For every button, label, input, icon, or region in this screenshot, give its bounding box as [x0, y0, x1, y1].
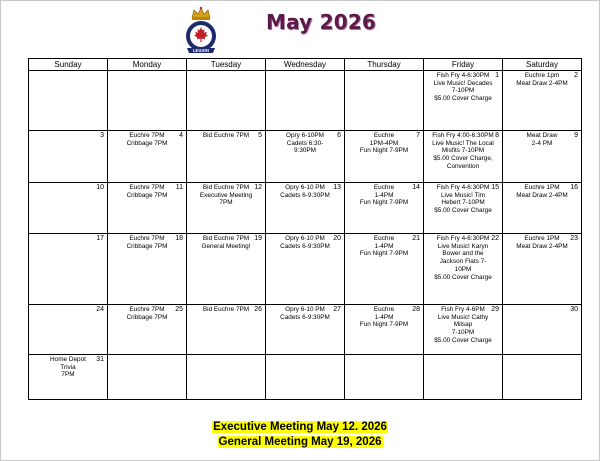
day-events [108, 355, 186, 356]
calendar-day-cell [424, 234, 503, 305]
day-events: Fish Fry 4:00-6:30PM Live Music! The Local Misfits 7-10PM $5.00 Cover Charge, Convention [432, 132, 494, 170]
calendar-day-cell [108, 131, 187, 183]
day-number: 18 [175, 235, 183, 242]
day-number: 25 [175, 306, 183, 313]
day-events: Euchre 1PM Meat Draw 2-4PM [516, 184, 568, 199]
calendar-day-cell [424, 355, 503, 400]
executive-meeting-note [0, 420, 600, 434]
day-events: Euchre 1PM-4PM Fun Night 7-9PM [359, 132, 409, 155]
day-number: 20 [333, 235, 341, 242]
calendar-week-row [29, 71, 582, 131]
day-events [29, 131, 107, 132]
calendar-day-cell [187, 305, 266, 355]
day-number: 11 [175, 184, 183, 191]
day-events: Euchre 1pm Meat Draw 2-4PM [516, 72, 568, 87]
calendar-day-cell [345, 71, 424, 131]
day-events: Bid Euchre 7PM Executive Meeting 7PM [199, 184, 253, 207]
calendar-week-row [29, 305, 582, 355]
calendar-day-cell [187, 183, 266, 234]
calendar-week-row [29, 234, 582, 305]
executive-meeting-text: Executive Meeting May 12. 2026 [213, 421, 387, 433]
general-meeting-text: General Meeting May 19, 2026 [218, 436, 382, 448]
day-number: 21 [412, 235, 420, 242]
day-number: 22 [491, 235, 499, 242]
day-number: 12 [254, 184, 262, 191]
calendar-day-cell [424, 131, 503, 183]
weekday-header: Wednesday [266, 59, 345, 71]
day-number: 23 [570, 235, 578, 242]
day-events: Bid Euchre 7PM General Meeting! [201, 235, 251, 250]
calendar-day-cell [503, 131, 582, 183]
day-events [187, 71, 265, 72]
general-meeting-note [0, 435, 600, 449]
day-number: 30 [570, 306, 578, 313]
day-events: Bid Euchre 7PM [202, 132, 250, 139]
day-events [266, 71, 344, 72]
calendar-day-cell [187, 355, 266, 400]
weekday-header: Monday [108, 59, 187, 71]
calendar-day-cell [29, 234, 108, 305]
day-number: 16 [570, 184, 578, 191]
calendar-day-cell [345, 234, 424, 305]
day-number: 29 [491, 306, 499, 313]
calendar-day-cell [266, 131, 345, 183]
day-events [345, 71, 423, 72]
calendar-day-cell [108, 183, 187, 234]
calendar-day-cell [29, 305, 108, 355]
weekday-header: Saturday [503, 59, 582, 71]
day-number: 27 [333, 306, 341, 313]
calendar-day-cell [266, 234, 345, 305]
day-number: 6 [337, 132, 341, 139]
calendar-day-cell [108, 305, 187, 355]
day-events: Home Depot Trivia 7PM [50, 356, 86, 379]
weekday-header: Tuesday [187, 59, 266, 71]
calendar-day-cell [424, 305, 503, 355]
calendar-day-cell [503, 305, 582, 355]
day-events [29, 71, 107, 72]
calendar-day-cell [29, 355, 108, 400]
day-events [345, 355, 423, 356]
day-events: Euchre 1-4PM Fun Night 7-9PM [359, 235, 409, 258]
day-events [503, 355, 581, 356]
legion-logo-icon [183, 4, 219, 56]
day-events: Euchre 1-4PM Fun Night 7-9PM [359, 184, 409, 207]
day-events: Opry 6-10 PM Cadets 6-9:30PM [280, 306, 330, 321]
weekday-header: Friday [424, 59, 503, 71]
calendar-day-cell [29, 183, 108, 234]
calendar-day-cell [108, 71, 187, 131]
day-events: Euchre 7PM Cribbage 7PM [126, 184, 168, 199]
calendar-day-cell [424, 71, 503, 131]
calendar-table [28, 58, 582, 400]
calendar-day-cell [187, 234, 266, 305]
calendar-day-cell [503, 234, 582, 305]
day-number: 8 [495, 132, 499, 139]
day-events [424, 355, 502, 356]
calendar-day-cell [503, 183, 582, 234]
weekday-header: Thursday [345, 59, 424, 71]
day-number: 17 [96, 235, 104, 242]
calendar-day-cell [503, 355, 582, 400]
day-events: Fish Fry 4-6:30PM Live Music! Decades 7-10PM $5.00 Cover Charge [433, 72, 493, 103]
calendar-week-row [29, 183, 582, 234]
calendar-day-cell [345, 131, 424, 183]
day-number: 19 [254, 235, 262, 242]
day-number: 2 [574, 72, 578, 79]
day-events: Euchre 7PM Cribbage 7PM [126, 132, 168, 147]
day-events: Euchre 7PM Cribbage 7PM [126, 235, 168, 250]
day-events: Fish Fry 4-6PM Live Music! Cathy Milsap 7-10PM $5.00 Cover Charge [434, 306, 492, 344]
calendar-day-cell [108, 355, 187, 400]
day-number: 1 [495, 72, 499, 79]
calendar-day-cell [108, 234, 187, 305]
day-number: 15 [491, 184, 499, 191]
day-events [266, 355, 344, 356]
weekday-header: Sunday [29, 59, 108, 71]
day-number: 4 [179, 132, 183, 139]
day-number: 14 [412, 184, 420, 191]
calendar-week-row [29, 131, 582, 183]
day-number: 28 [412, 306, 420, 313]
day-events: Opry 6-10 PM Cadets 6-9:30PM [280, 184, 330, 199]
calendar-day-cell [266, 305, 345, 355]
day-number: 13 [333, 184, 341, 191]
calendar-day-cell [266, 355, 345, 400]
calendar-day-cell [187, 71, 266, 131]
calendar-day-cell [266, 71, 345, 131]
day-number: 9 [574, 132, 578, 139]
calendar-day-cell [424, 183, 503, 234]
day-number: 5 [258, 132, 262, 139]
day-events: Bid Euchre 7PM [202, 306, 250, 313]
calendar-day-cell [187, 131, 266, 183]
calendar-week-row [29, 355, 582, 400]
calendar-day-cell [266, 183, 345, 234]
calendar-day-cell [29, 131, 108, 183]
day-events: Opry 6-10PM Cadets 6:30- 9:30PM [285, 132, 324, 155]
day-number: 7 [416, 132, 420, 139]
day-events: Euchre 7PM Cribbage 7PM [126, 306, 168, 321]
calendar-day-cell [345, 183, 424, 234]
page-title: May 2026 [266, 10, 377, 34]
logo-banner-text: LEGION [192, 48, 210, 53]
calendar-day-cell [503, 71, 582, 131]
day-events [108, 71, 186, 72]
day-number: 24 [96, 306, 104, 313]
day-events: Opry 6-10 PM Cadets 6-9:30PM [280, 235, 330, 250]
calendar-day-cell [345, 305, 424, 355]
day-number: 31 [96, 356, 104, 363]
day-events: Euchre 1-4PM Fun Night 7-9PM [359, 306, 409, 329]
day-events: Fish Fry 4-6:30PM Live Music! Tim Hebert 7-10PM $5.00 Cover Charge [434, 184, 492, 215]
calendar-day-cell [29, 71, 108, 131]
day-events [187, 355, 265, 356]
day-number: 10 [96, 184, 104, 191]
day-events: Euchre 1PM Meat Draw 2-4PM [516, 235, 568, 250]
day-events: Meat Draw 2-4 PM [526, 132, 558, 147]
weekday-header-row [29, 59, 582, 71]
day-number: 26 [254, 306, 262, 313]
day-number: 3 [100, 132, 104, 139]
day-events: Fish Fry 4-6:30PM Live Music! Karyn Bower and the Jackson Flats 7- 10PM $5.00 Cover Charge [434, 235, 492, 281]
calendar-day-cell [345, 355, 424, 400]
